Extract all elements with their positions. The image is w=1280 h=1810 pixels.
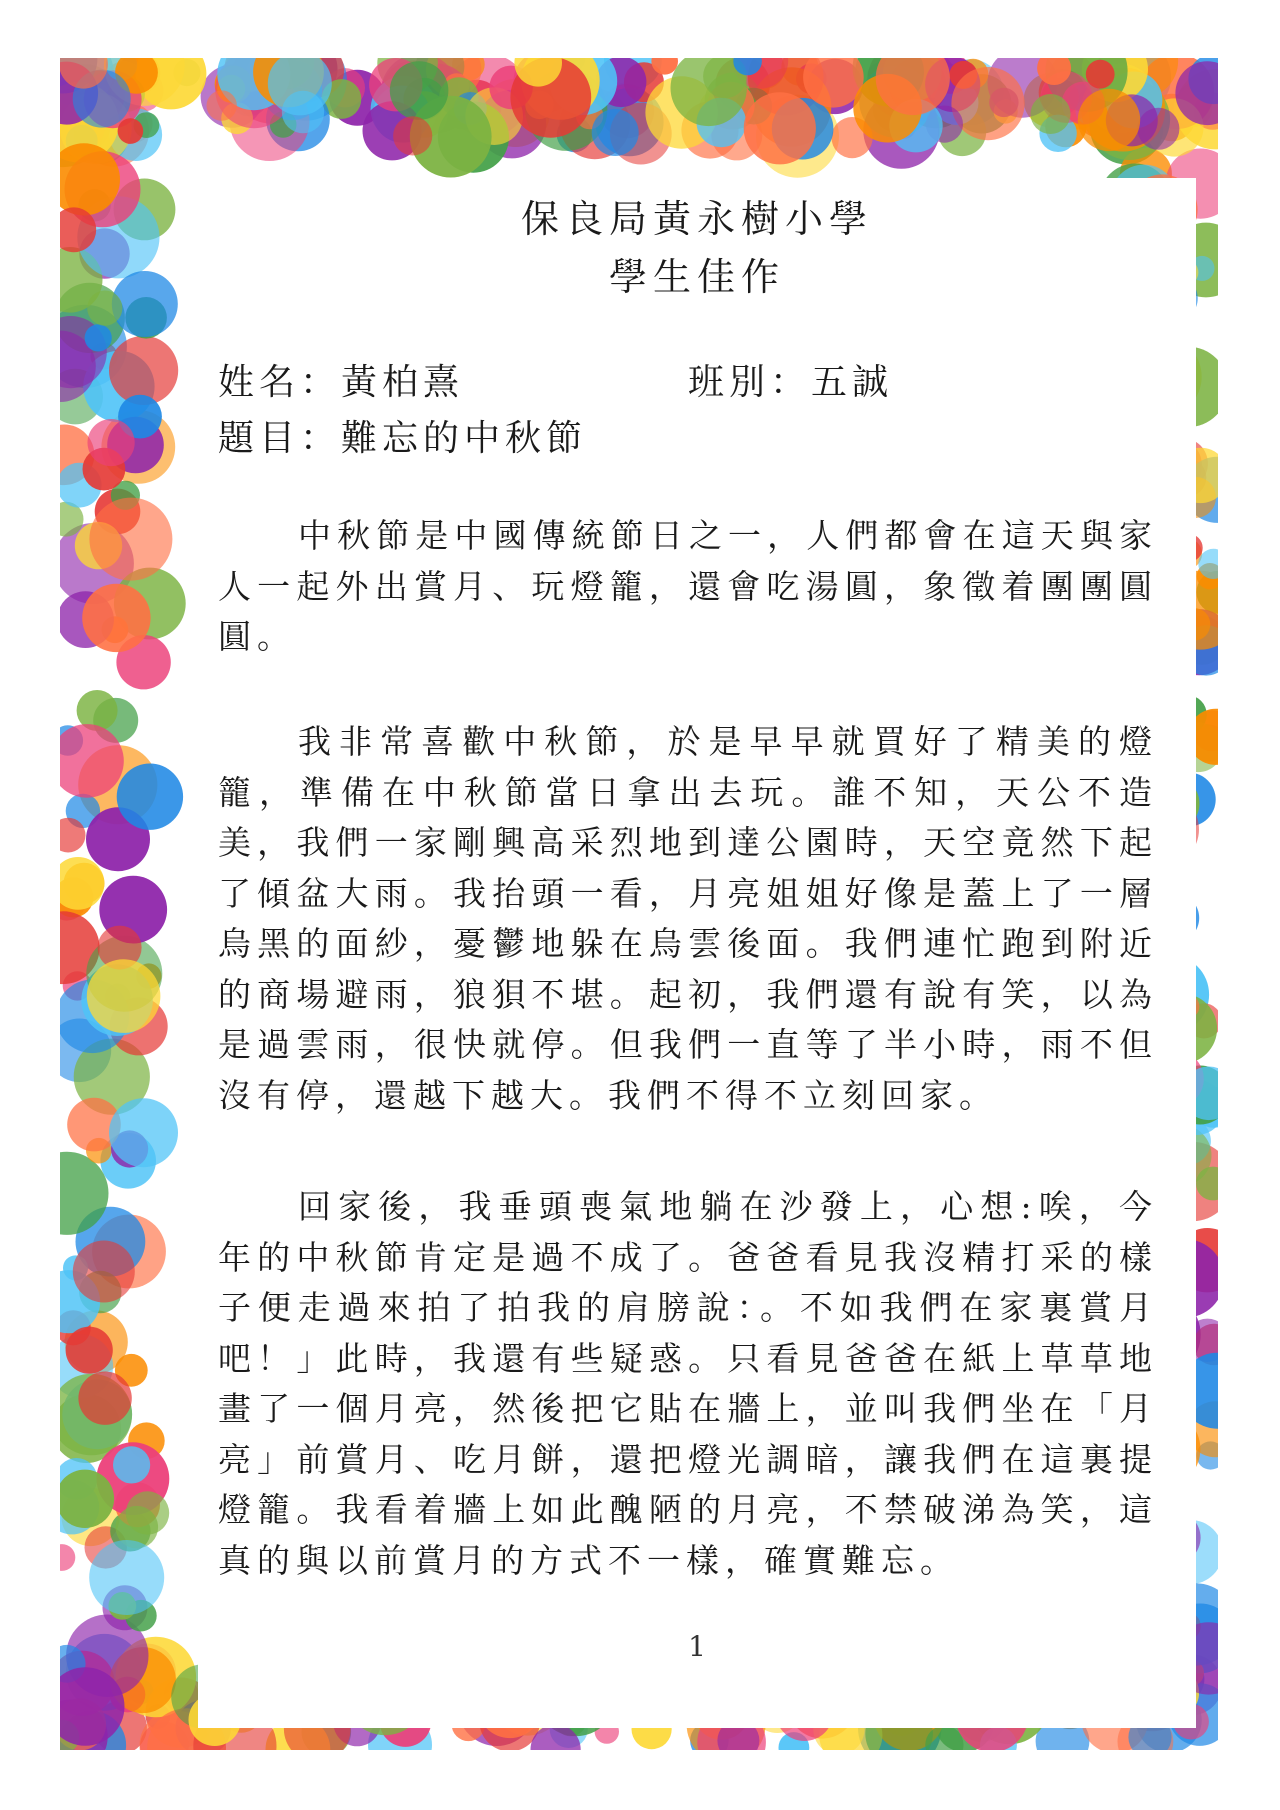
essay-sheet (198, 178, 1196, 1728)
decor-dot (89, 1540, 164, 1615)
essay-paragraph-3: 回家後，我垂頭喪氣地躺在沙發上，心想:唉，今年的中秋節肯定是過不成了。爸爸看見我沒精打采的樣子便走過來拍了拍我的肩膀說：。不如我們在家裏賞月吧！」此時，我還有些疑惑。只看見爸爸在紙上草草地畫了一個月亮，然後把它貼在牆上，並叫我們坐在「月亮」前賞月、吃月餅，還把燈光調暗，讓我們在這裏提燈籠。我看着牆上如此醜陋的月亮，不禁破涕為笑，這真的與以前賞月的方式不一樣，確實難忘。 (218, 1187, 1158, 1580)
page-number: 1 (688, 1630, 706, 1663)
decor-dot (207, 90, 237, 120)
essay-topic: 題目：難忘的中秋節 (218, 418, 588, 459)
decor-dot (117, 764, 183, 830)
decor-dot (109, 1098, 178, 1167)
decor-dot (88, 419, 135, 466)
decor-dot (89, 498, 172, 581)
student-class: 班別：五誠 (688, 362, 894, 403)
student-name: 姓名：黃柏熹 (218, 362, 465, 403)
decor-dot (113, 1446, 150, 1483)
essay-paragraph-2: 我非常喜歡中秋節，於是早早就買好了精美的燈籠，準備在中秋節當日拿出去玩。誰不知，天公不造美，我們一家剛興高采烈地到達公園時，天空竟然下起了傾盆大雨。我抬頭一看，月亮姐姐好像是蓋上了一層烏黑的面紗，憂鬱地躲在烏雲後面。我們連忙跑到附近的商場避雨，狼狽不堪。起初，我們還有說有笑，以為是過雲雨，很快就停。但我們一直等了半小時，雨不但沒有停，還越下越大。我們不得不立刻回家。 (218, 722, 1158, 1115)
decor-dot (82, 584, 150, 652)
decor-dot (60, 1544, 75, 1571)
decor-dot (951, 67, 1024, 140)
decor-dot (118, 118, 144, 144)
decor-dot (744, 92, 816, 164)
polka-dot-border (60, 58, 1218, 1750)
decor-dot (126, 1491, 169, 1534)
decor-dot (60, 857, 104, 910)
school-name: 保良局黃永樹小學 (520, 197, 873, 241)
decor-dot (85, 324, 112, 351)
decor-dot (393, 116, 432, 155)
decor-dot (1031, 94, 1071, 134)
decor-dot (66, 1327, 113, 1374)
decor-dot (87, 959, 161, 1033)
decor-dot (592, 109, 639, 156)
decor-dot (1078, 89, 1140, 151)
decor-dot (109, 336, 178, 405)
decor-dot (87, 291, 122, 326)
decor-dot (390, 61, 449, 120)
document-subtitle: 學生佳作 (608, 255, 785, 299)
essay-paragraph-1: 中秋節是中國傳統節日之一，人們都會在這天與家人一起外出賞月、玩燈籠，還會吃湯圓，象徵着團團圓圓。 (218, 516, 1158, 656)
decor-dot (78, 1372, 131, 1425)
decor-dot (1086, 60, 1115, 89)
decor-dot (73, 1241, 135, 1303)
